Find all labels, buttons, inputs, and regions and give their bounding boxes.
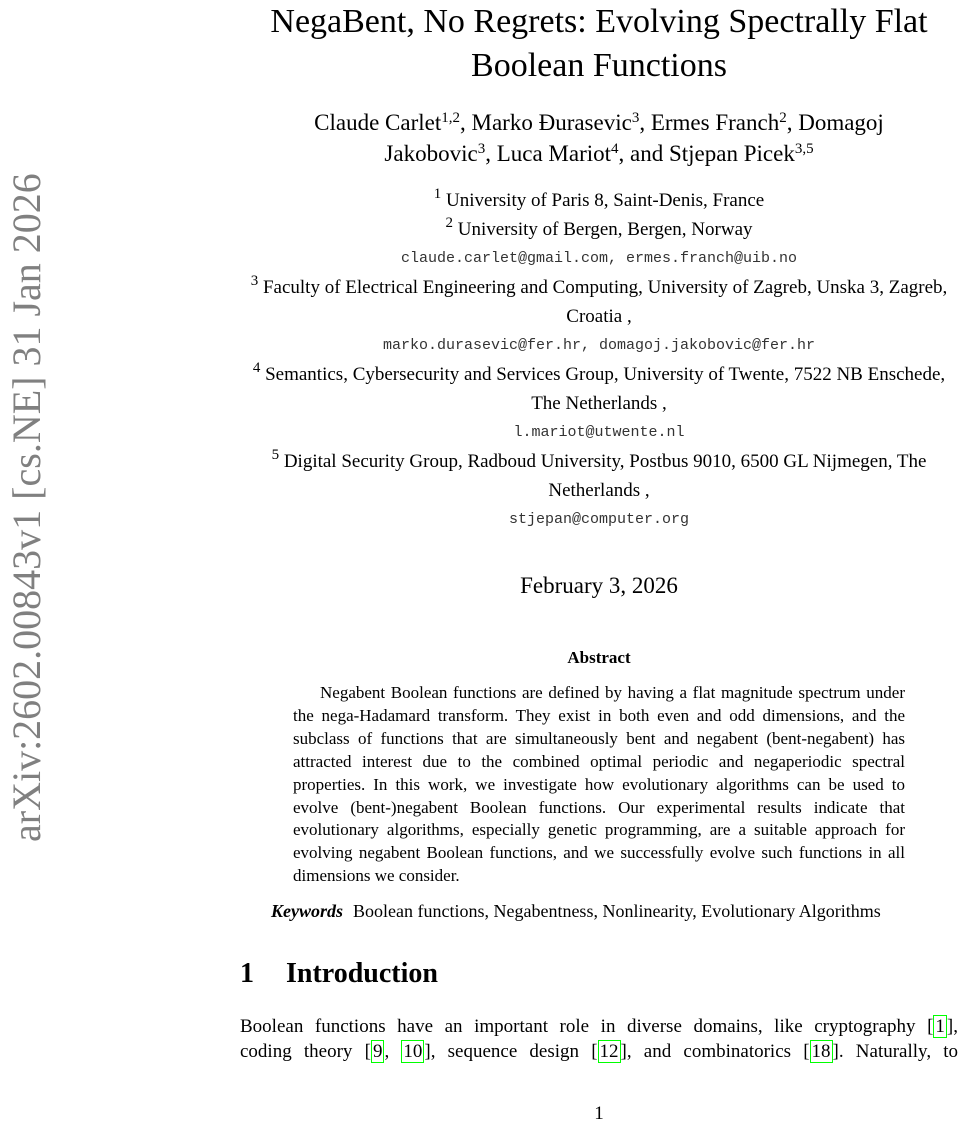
intro-text: Boolean functions have an important role in diverse domains, like cryptography [ <box>240 1016 934 1037</box>
affiliation-marker: 4 <box>252 359 261 376</box>
section-title: Introduction <box>286 958 438 989</box>
author-affil-marker: 4 <box>611 140 619 157</box>
title-line-1: NegaBent, No Regrets: Evolving Spectrally Flat <box>270 3 928 40</box>
author-name: Luca Mariot <box>496 141 612 166</box>
intro-text: ], <box>946 1016 958 1037</box>
affiliations <box>240 186 958 534</box>
affiliation-marker: 3 <box>250 272 259 289</box>
author-affil-marker: 3 <box>631 109 640 126</box>
page-number: 1 <box>594 1103 604 1124</box>
citation-link[interactable]: 10 <box>403 1041 423 1062</box>
title-line-2: Boolean Functions <box>471 47 727 84</box>
author-name: Marko Đurasevic <box>471 110 632 135</box>
affiliation-text: Faculty of Electrical Engineering and Computing, University of Zagreb, Unska 3, Zagreb, Croatia , <box>258 277 948 327</box>
citation-link[interactable]: 12 <box>599 1041 619 1062</box>
author-separator: , Domagoj <box>786 110 884 135</box>
author-name: Stjepan Picek <box>668 141 795 166</box>
intro-text: coding theory [ <box>240 1041 371 1062</box>
arxiv-stamp <box>0 0 60 1121</box>
email-line: marko.durasevic@fer.hr, domagoj.jakobovic@fer.hr <box>382 337 816 354</box>
email-line: stjepan@computer.org <box>508 511 690 528</box>
affiliation-text: University of Paris 8, Saint-Denis, France <box>441 190 765 211</box>
intro-text: ], and combinatorics [ <box>620 1041 810 1062</box>
affiliation-4 <box>240 360 958 418</box>
affiliation-3 <box>240 273 958 331</box>
keywords-label: Keywords <box>271 901 343 921</box>
intro-line-1 <box>240 1014 958 1039</box>
author-affil-marker: 1,2 <box>441 109 461 126</box>
author-affil-marker: 3 <box>477 140 486 157</box>
author-name: Claude Carlet <box>314 110 442 135</box>
author-separator: , <box>485 141 497 166</box>
affiliation-5 <box>240 447 958 505</box>
abstract-heading: Abstract <box>567 648 631 667</box>
citation-link[interactable]: 9 <box>372 1041 383 1062</box>
affiliation-marker: 1 <box>433 185 442 202</box>
paper-date: February 3, 2026 <box>520 573 678 598</box>
email-line: claude.carlet@gmail.com, ermes.franch@uib.no <box>400 250 798 267</box>
author-name: Jakobovic <box>384 141 478 166</box>
intro-text: ]. Naturally, to <box>832 1041 958 1062</box>
intro-paragraph <box>240 1014 958 1064</box>
keywords <box>271 899 958 923</box>
citation-link[interactable]: 1 <box>935 1016 945 1037</box>
author-separator: , and <box>618 141 669 166</box>
section-number: 1 <box>240 958 254 989</box>
affiliation-text: Digital Security Group, Radboud University, Postbus 9010, 6500 GL Nijmegen, The Netherlands , <box>279 451 927 501</box>
author-affil-marker: 2 <box>779 109 787 126</box>
intro-text: , <box>384 1041 402 1062</box>
paper-title <box>240 0 958 88</box>
affiliation-marker: 2 <box>445 214 453 231</box>
author-separator: , <box>639 110 651 135</box>
affiliation-text: Semantics, Cybersecurity and Services Group, University of Twente, 7522 NB Enschede, The Netherlands , <box>260 364 946 414</box>
affiliation-marker: 5 <box>271 446 280 463</box>
email-line: l.mariot@utwente.nl <box>513 424 685 441</box>
keywords-text: Boolean functions, Negabentness, Nonlinearity, Evolutionary Algorithms <box>353 901 881 921</box>
abstract-text: Negabent Boolean functions are defined by having a flat magnitude spectrum under the nega-Hadamard transform. They exist in both even and odd dimensions, and the subclass of functions that are simultaneously bent and negabent (bent-negabent) has attracted interest due to the combined optimal periodic and negaperiodic spectral properties. In this work, we investigate how evolutionary algorithms can be used to evolve (bent-)negabent Boolean functions. Our experimental results indicate that evolutionary algorithms, especially genetic programming, are a suitable approach for evolving negabent Boolean functions, and we successfully evolve such functions in all dimensions we consider. <box>293 683 905 886</box>
affiliation-1 <box>240 186 958 215</box>
author-name: Ermes Franch <box>650 110 780 135</box>
arxiv-stamp-text: arXiv:2602.00843v1 [cs.NE] 31 Jan 2026 <box>4 173 49 842</box>
section-heading <box>240 958 438 990</box>
intro-line-2 <box>240 1039 958 1064</box>
affiliation-2 <box>240 215 958 244</box>
author-list <box>240 107 958 169</box>
author-affil-marker: 3,5 <box>794 140 814 157</box>
intro-text: ], sequence design [ <box>424 1041 598 1062</box>
affiliation-text: University of Bergen, Bergen, Norway <box>452 219 753 240</box>
author-separator: , <box>460 110 472 135</box>
citation-link[interactable]: 18 <box>811 1041 831 1062</box>
